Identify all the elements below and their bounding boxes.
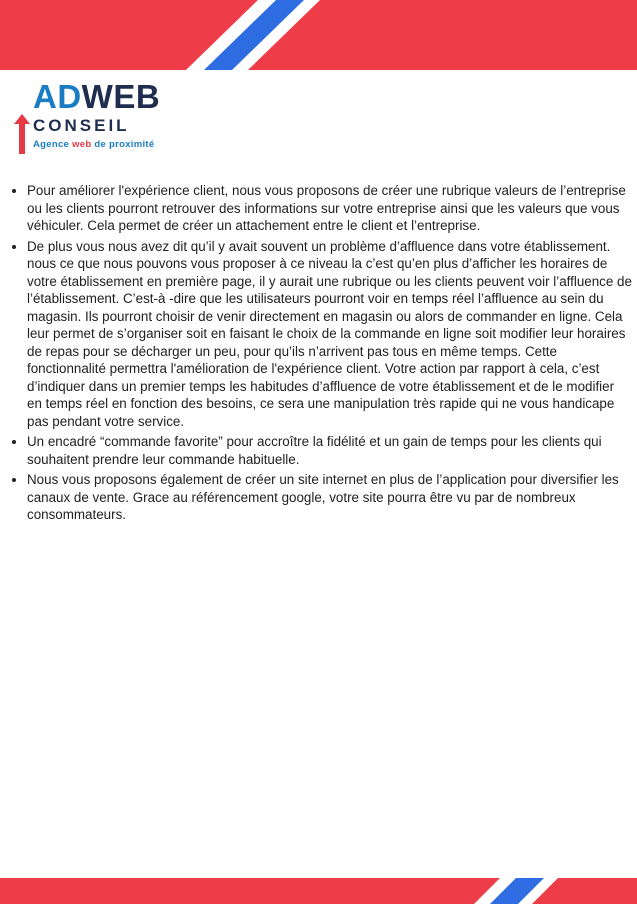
- up-arrow-head: [14, 114, 30, 124]
- logo-brand-part1: AD: [33, 78, 82, 115]
- header-banner: [0, 0, 637, 70]
- footer-banner: [0, 878, 637, 904]
- logo-tagline-part3: de proximité: [91, 139, 155, 150]
- bullet-list: [0, 182, 637, 524]
- footer-red-right-shape: [532, 878, 637, 904]
- logo-tagline-part2: web: [72, 139, 92, 150]
- bullet-item: • Nous vous proposons également de créer un site internet en plus de l’application pour diversifier les canaux de vente. Grace au référencement google, votre site pourra être vu par de nombreux consommateurs.: [27, 471, 632, 524]
- logo: [13, 80, 203, 150]
- logo-brand-name: [33, 80, 203, 113]
- up-arrow-stem: [19, 124, 25, 154]
- footer-red-left-shape: [0, 878, 500, 904]
- bullet-item: • Pour améliorer l'expérience client, nous vous proposons de créer une rubrique valeurs de l’entreprise ou les clients pourront retrouver des informations sur votre entreprise ainsi que les valeurs que vous véhiculer. Cela permet de créer un attachement entre le client et l’entreprise.: [27, 182, 632, 235]
- logo-tagline-part1: Agence: [33, 139, 73, 150]
- up-arrow-icon: [13, 114, 30, 156]
- logo-text: [33, 80, 203, 150]
- bullet-item: • De plus vous nous avez dit qu’il y avait souvent un problème d’affluence dans votre établissement. nous ce que nous pouvons vous proposer à ce niveau la c’est qu’en plus d’afficher les horaires de votre établissement en première page, il y aurait une rubrique ou les clients peuvent voir l’affluence de l’établissement. C’est-à -dire que les utilisateurs pourront voir en temps réel l’affluence au sein du magasin. Ils pourront choisir de venir directement en magasin ou alors de commander en ligne. Cela leur permet de s’organiser soit en faisant le choix de la commande en ligne soit modifier leur horaires de repas pour se décharger un peu, pour qu’ils n’arrivent pas tous en même temps. Cette fonctionnalité permettra l'amélioration de l'expérience client. Votre action par rapport à cela, c’est d’indiquer dans un premier temps les habitudes d’affluence de votre établissement et de le modifier en temps réel en fonction des besoins, ce sera une manipulation très rapide qui ne vous handicape pas pendant votre service.: [27, 238, 632, 431]
- logo-subtitle: CONSEIL: [33, 116, 130, 135]
- header-red-right-shape: [248, 0, 637, 70]
- logo-brand-part2: WEB: [81, 78, 161, 115]
- logo-tagline: [33, 139, 203, 150]
- bullet-item: • Un encadré “commande favorite” pour accroître la fidélité et un gain de temps pour les clients qui souhaitent prendre leur commande habituelle.: [27, 433, 632, 468]
- document-body: [0, 182, 637, 527]
